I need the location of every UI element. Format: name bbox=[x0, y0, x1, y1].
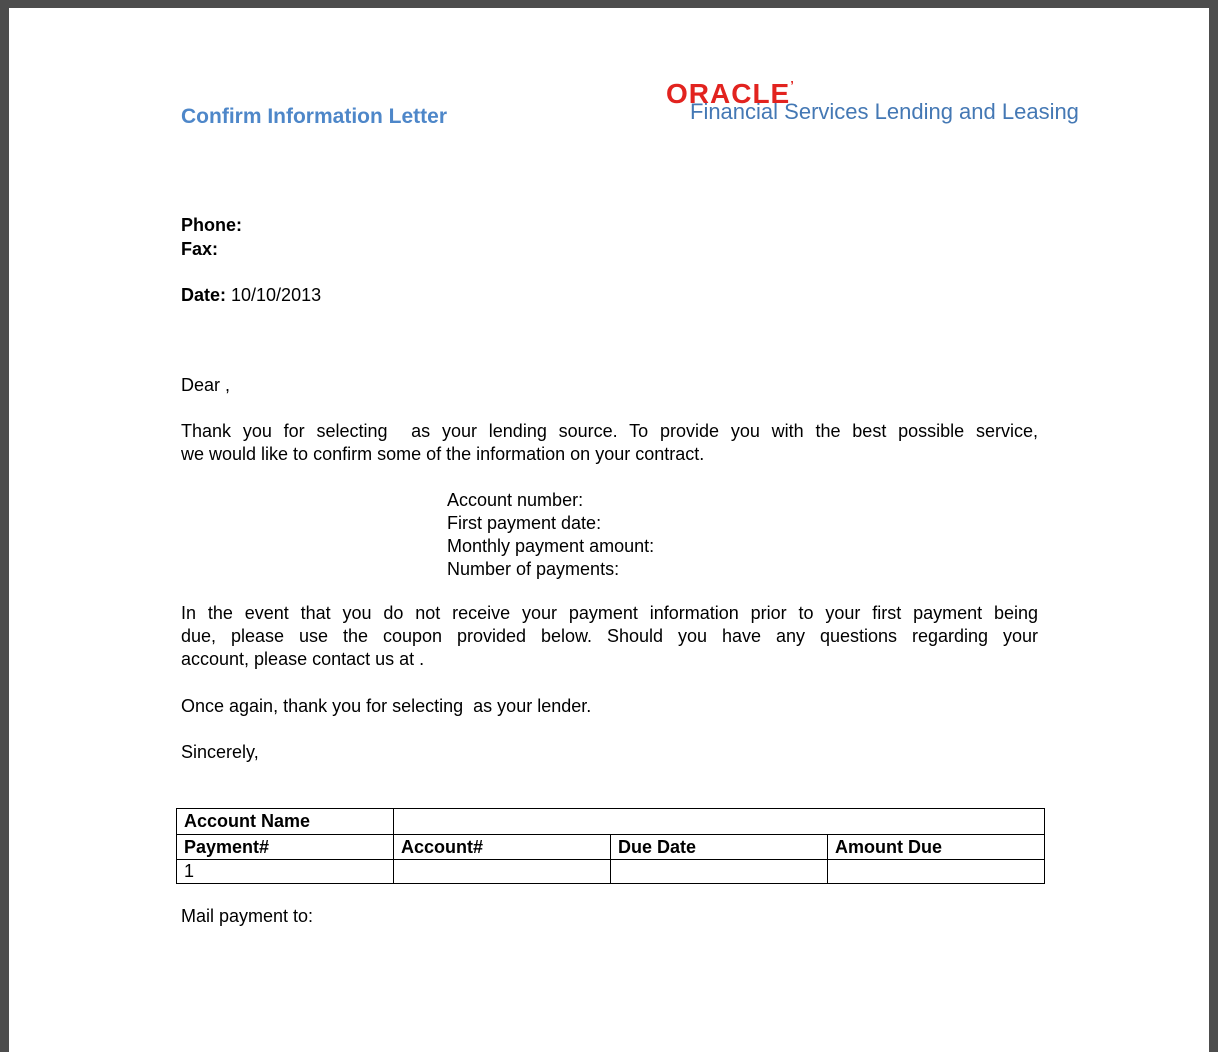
account-number-cell bbox=[394, 860, 611, 884]
column-header-due-date: Due Date bbox=[611, 835, 828, 860]
closing-line: Once again, thank you for selecting as your lender. bbox=[181, 696, 592, 716]
mail-payment-to-label: Mail payment to: bbox=[181, 906, 314, 926]
detail-number-of-payments-label: Number of payments: bbox=[447, 559, 620, 579]
intro-paragraph-line: we would like to confirm some of the information on your contract. bbox=[181, 444, 705, 464]
window-border-right bbox=[1209, 0, 1218, 1052]
signoff: Sincerely, bbox=[181, 742, 259, 762]
payment-info-paragraph-line: account, please contact us at . bbox=[181, 649, 425, 669]
coupon-data-row bbox=[177, 860, 1045, 884]
oracle-logo-subtitle: Financial Services Lending and Leasing bbox=[690, 99, 1079, 124]
window-border-left bbox=[0, 0, 9, 1052]
coupon-header-row bbox=[177, 835, 1045, 860]
payment-info-paragraph bbox=[181, 602, 1038, 671]
account-details-block bbox=[447, 489, 654, 581]
salutation: Dear , bbox=[181, 375, 231, 395]
payment-coupon-table bbox=[176, 808, 1045, 884]
detail-monthly-payment-amount-label: Monthly payment amount: bbox=[447, 536, 655, 556]
due-date-cell bbox=[611, 860, 828, 884]
letter-title: Confirm Information Letter bbox=[181, 105, 447, 128]
oracle-trademark-icon: ’ bbox=[790, 78, 794, 93]
window-border-top bbox=[0, 0, 1218, 8]
detail-first-payment-date-label: First payment date: bbox=[447, 513, 602, 533]
account-name-value-cell bbox=[394, 809, 1045, 835]
phone-label: Phone: bbox=[181, 215, 242, 235]
payment-number-cell: 1 bbox=[177, 860, 394, 884]
intro-paragraph-line: Thank you for selecting as your lending source. To provide you with the best possible service, bbox=[181, 421, 1038, 441]
account-name-row bbox=[177, 809, 1045, 835]
amount-due-cell bbox=[828, 860, 1045, 884]
intro-paragraph bbox=[181, 420, 1038, 466]
payment-info-paragraph-line: due, please use the coupon provided below. Should you have any questions regarding your bbox=[181, 626, 1038, 646]
oracle-wordmark: ORACLE bbox=[666, 78, 791, 109]
column-header-account-number: Account# bbox=[394, 835, 611, 860]
column-header-amount-due: Amount Due bbox=[828, 835, 1045, 860]
detail-account-number-label: Account number: bbox=[447, 490, 584, 510]
column-header-payment-number: Payment# bbox=[177, 835, 394, 860]
payment-info-paragraph-line: In the event that you do not receive your payment information prior to your first payment being bbox=[181, 603, 1038, 623]
date-label: Date: bbox=[181, 285, 227, 305]
fax-label: Fax: bbox=[181, 239, 219, 259]
date-line bbox=[181, 284, 321, 307]
account-name-label-cell: Account Name bbox=[177, 809, 394, 835]
date-value: 10/10/2013 bbox=[226, 285, 322, 305]
